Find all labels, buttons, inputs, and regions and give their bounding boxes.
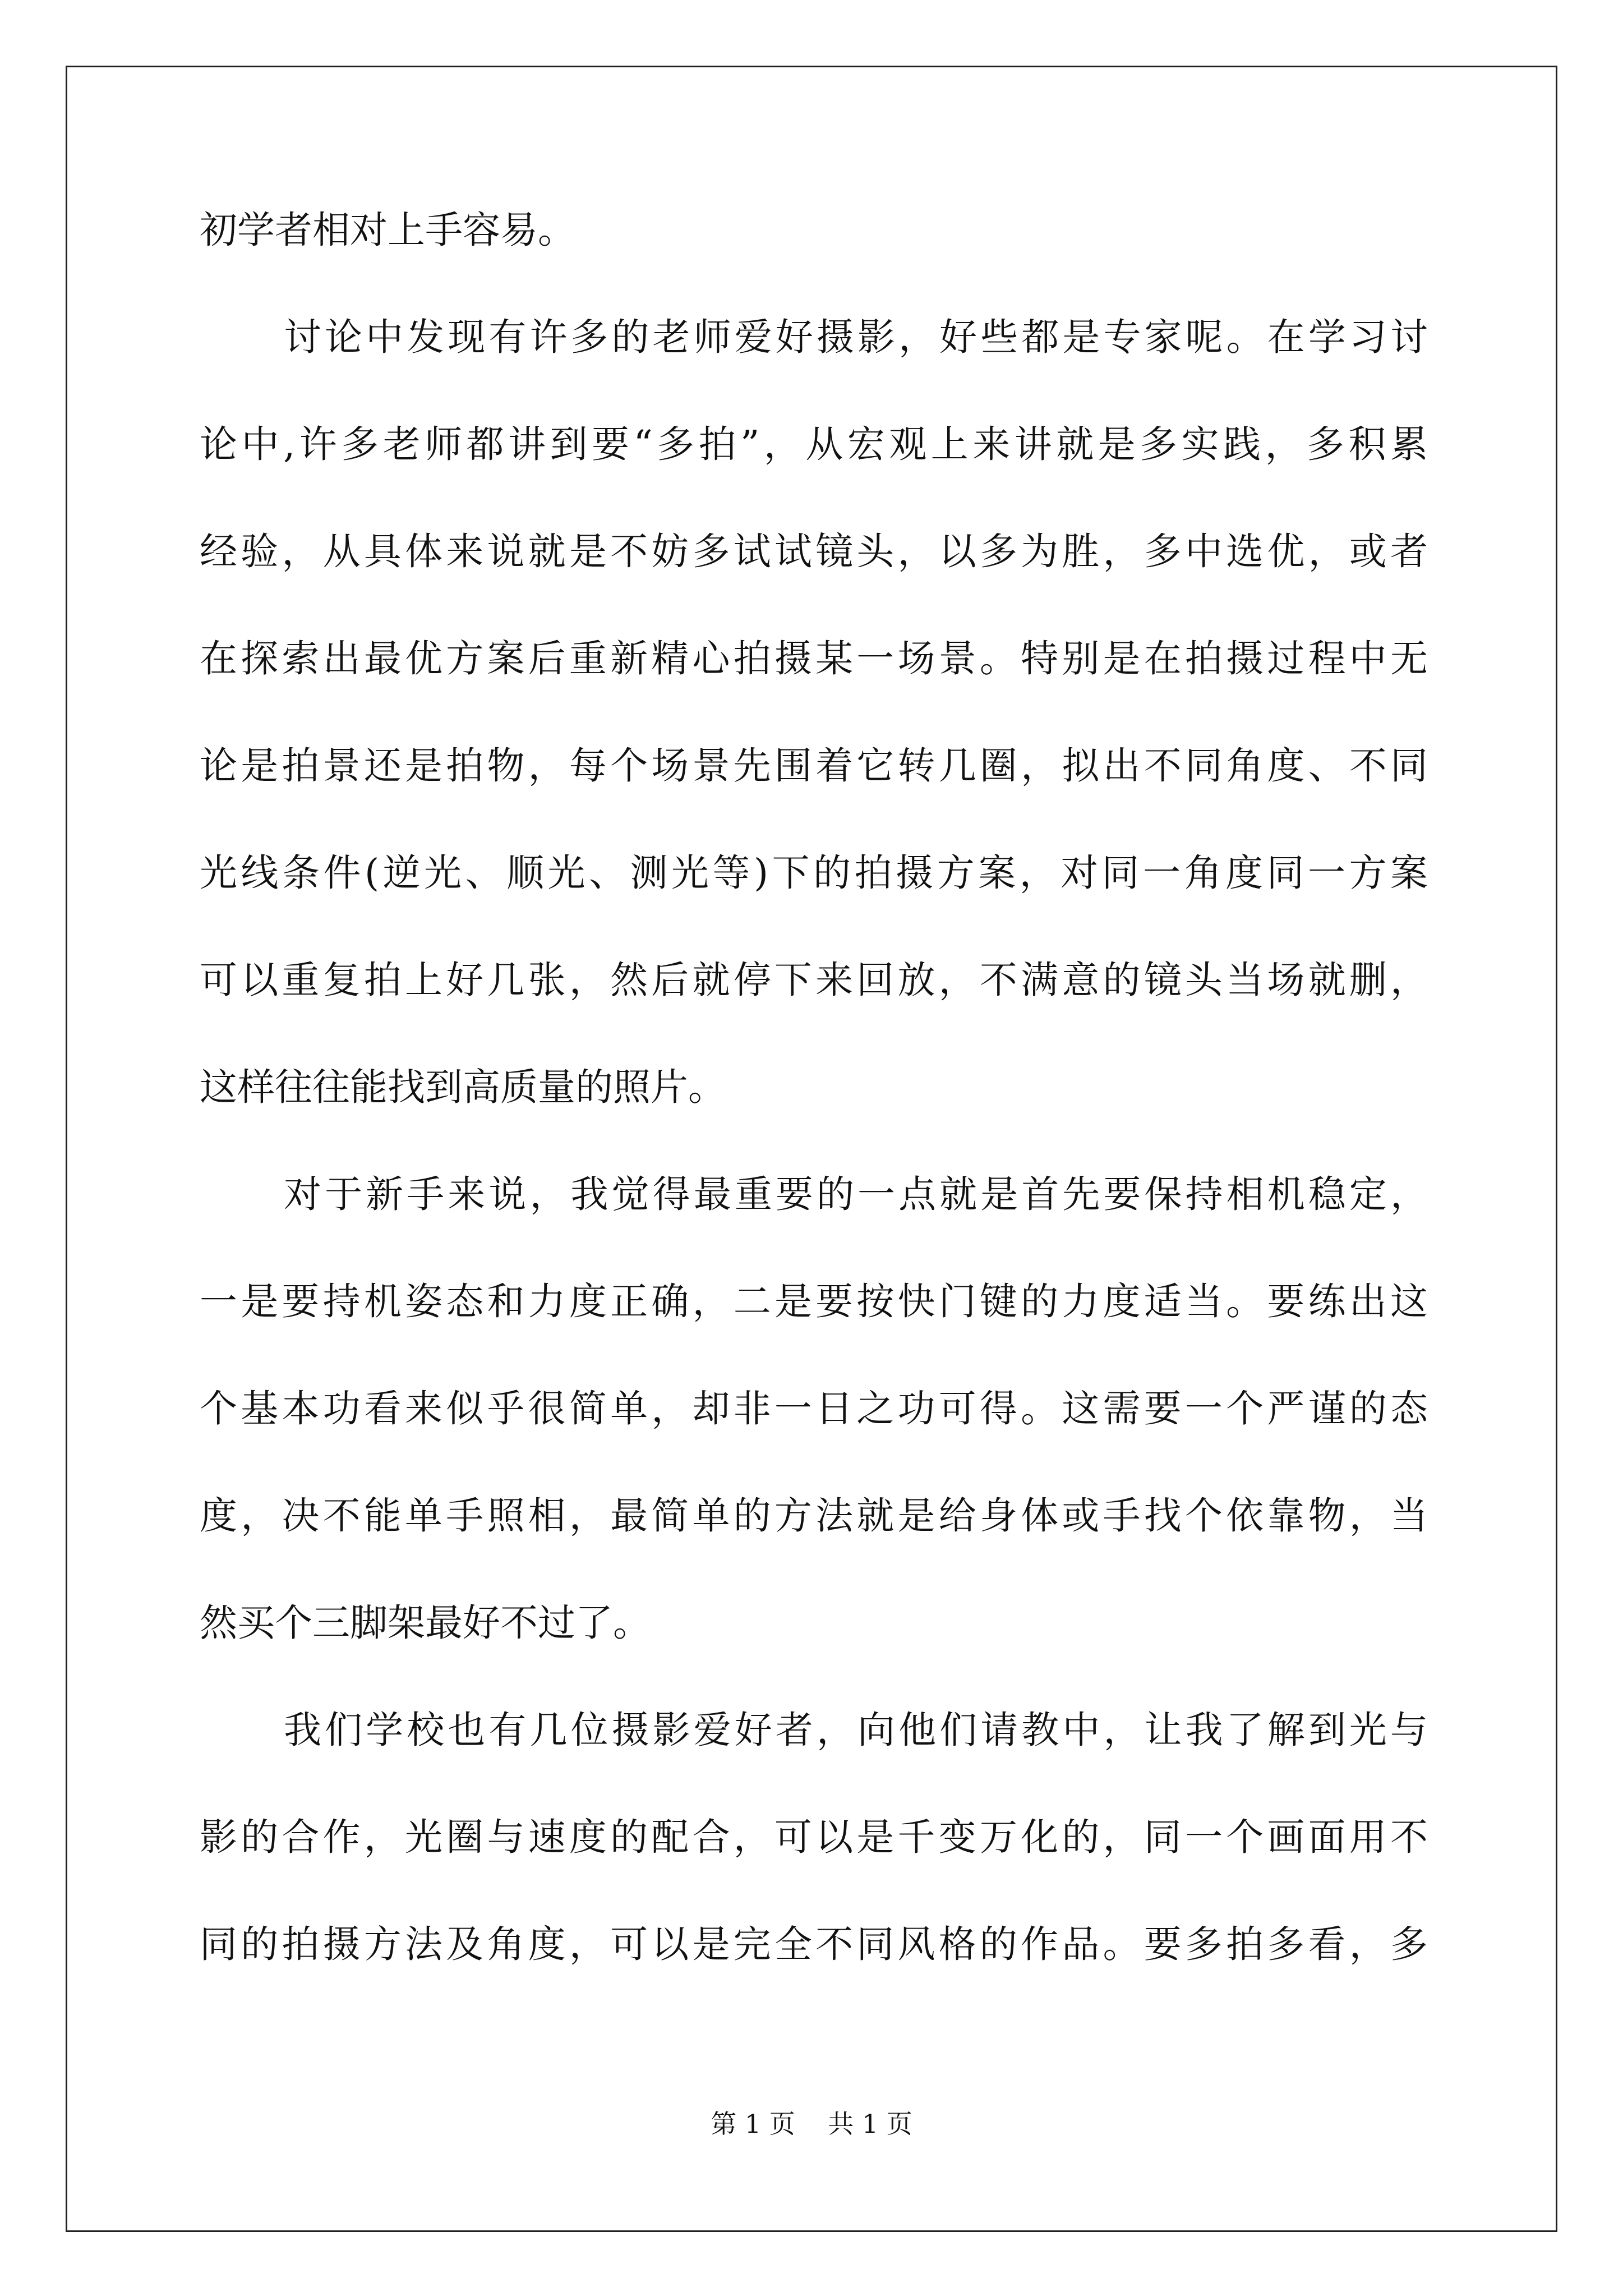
text-line: 在探索出最优方案后重新精心拍摄某一场景。特别是在拍摄过程中无	[200, 637, 1428, 680]
text-line: 光线条件(逆光、顺光、测光等)下的拍摄方案，对同一角度同一方案	[200, 851, 1428, 895]
text-line: 对于新手来说，我觉得最重要的一点就是首先要保持相机稳定，	[284, 1172, 1428, 1216]
text-line: 讨论中发现有许多的老师爱好摄影，好些都是专家呢。在学习讨	[284, 315, 1428, 359]
text-line: 经验，从具体来说就是不妨多试试镜头，以多为胜，多中选优，或者	[200, 530, 1428, 573]
text-line: 个基本功看来似乎很简单，却非一日之功可得。这需要一个严谨的态	[200, 1387, 1428, 1430]
text-line: 论是拍景还是拍物，每个场景先围着它转几圈，拟出不同角度、不同	[200, 744, 1428, 788]
text-line: 然买个三脚架最好不过了。	[200, 1601, 651, 1645]
text-line: 一是要持机姿态和力度正确，二是要按快门键的力度适当。要练出这	[200, 1280, 1428, 1323]
page-border	[66, 66, 1557, 2232]
text-line: 可以重复拍上好几张，然后就停下来回放，不满意的镜头当场就删，	[200, 958, 1428, 1002]
text-line: 论中,许多老师都讲到要“多拍”，从宏观上来讲就是多实践，多积累	[200, 422, 1428, 466]
text-line: 同的拍摄方法及角度，可以是完全不同风格的作品。要多拍多看，多	[200, 1922, 1428, 1966]
text-line: 影的合作，光圈与速度的配合，可以是千变万化的，同一个画面用不	[200, 1815, 1428, 1859]
text-line: 我们学校也有几位摄影爱好者，向他们请教中，让我了解到光与	[284, 1708, 1428, 1752]
text-line: 初学者相对上手容易。	[200, 208, 575, 252]
text-line: 度，决不能单手照相，最简单的方法就是给身体或手找个依靠物，当	[200, 1494, 1428, 1538]
page-number-footer: 第 1 页 共 1 页	[711, 2109, 912, 2139]
text-line: 这样往往能找到高质量的照片。	[200, 1065, 726, 1109]
